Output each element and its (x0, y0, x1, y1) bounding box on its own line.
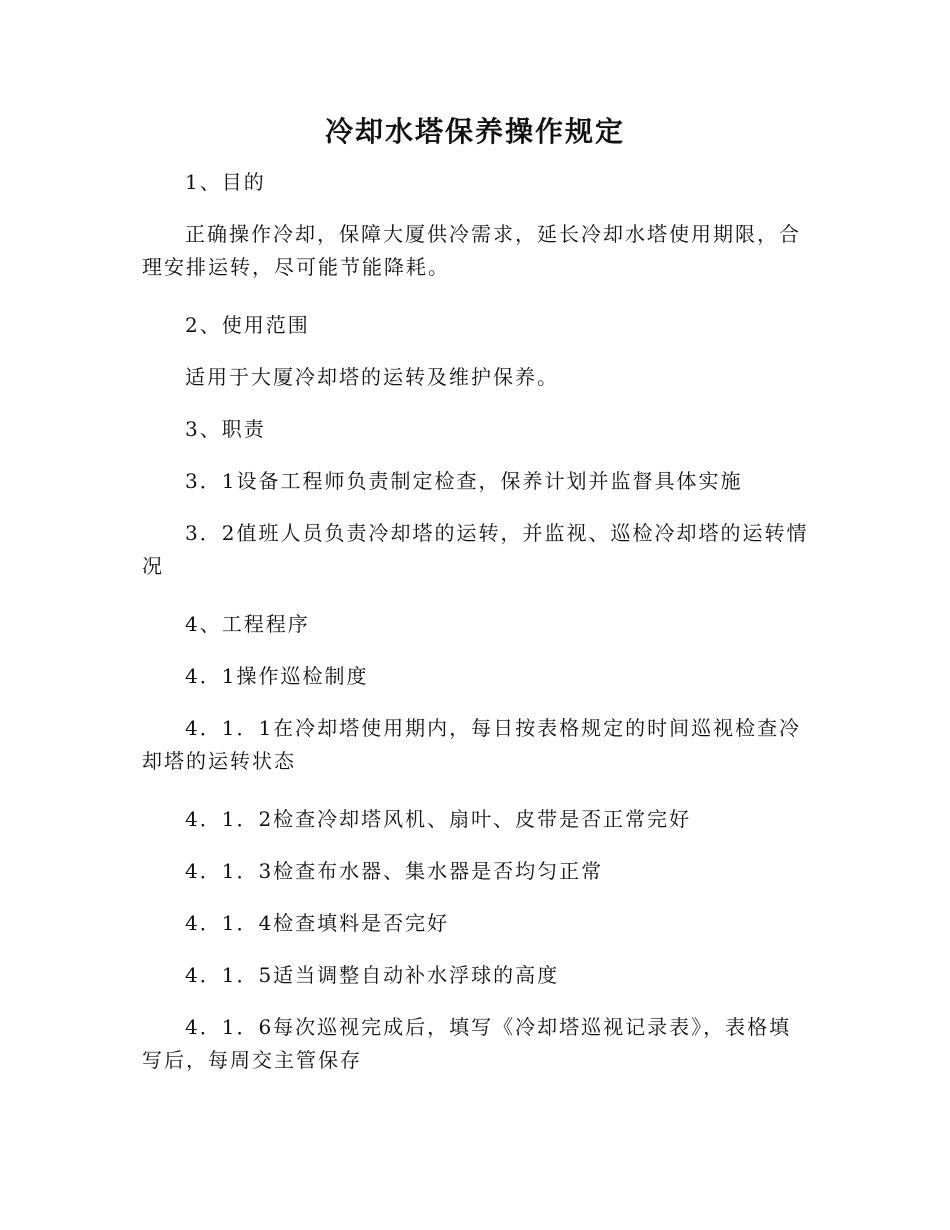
document-title: 冷却水塔保养操作规定 (324, 115, 625, 148)
paragraph-4-1-2: 4．1．2检查冷却塔风机、扇叶、皮带是否正常完好 (185, 807, 692, 831)
paragraph-4-1-4: 4．1．4检查填料是否完好 (185, 911, 450, 935)
section-heading-purpose: 1、目的 (185, 170, 266, 194)
paragraph-4-1-6: 4．1．6每次巡视完成后，填写《冷却塔巡视记录表》，表格填写后，每周交主管保存 (142, 1015, 792, 1072)
paragraph-purpose-text: 正确操作冷却，保障大厦供冷需求，延长冷却水塔使用期限，合理安排运转，尽可能节能降耗。 (142, 222, 801, 279)
paragraph-4-1-1: 4．1．1在冷却塔使用期内，每日按表格规定的时间巡视检查冷却塔的运转状态 (142, 716, 802, 773)
paragraph-4-1-3: 4．1．3检查布水器、集水器是否均匀正常 (185, 859, 604, 883)
paragraph-duty-3-1: 3．1设备工程师负责制定检查，保养计划并监督具体实施 (185, 469, 743, 493)
section-heading-duties: 3、职责 (185, 417, 266, 441)
paragraph-duty-3-2: 3．2值班人员负责冷却塔的运转，并监视、巡检冷却塔的运转情况 (142, 521, 809, 578)
section-heading-procedure: 4、工程程序 (185, 612, 310, 636)
paragraph-4-1: 4．1操作巡检制度 (185, 664, 369, 688)
paragraph-scope-text: 适用于大厦冷却塔的运转及维护保养。 (185, 365, 559, 389)
section-heading-scope: 2、使用范围 (185, 313, 310, 337)
paragraph-4-1-5: 4．1．5适当调整自动补水浮球的高度 (185, 963, 560, 987)
